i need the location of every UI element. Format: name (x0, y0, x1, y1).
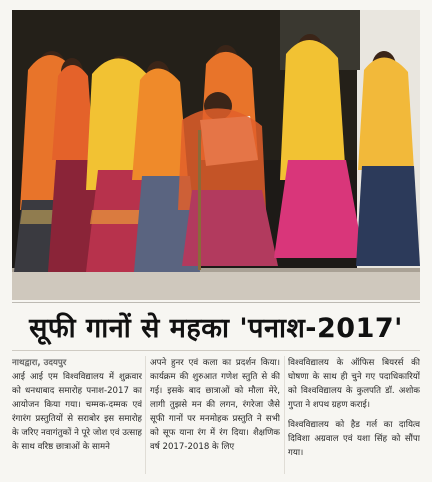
article-paragraph: आई आई एम विश्वविद्यालय में शुक्रवार को धनधाबाद समारोह पनाश-2017 का आयोजन किया गया। चम्मक-दम्मक एवं रंगारंग प्रस्तुतियों से सराबोर इस समारोह के जरिए नवागंतुकों ने पूरे जोश एवं उत्साह के साथ वरिष्ठ छात्राओं के सामने (12, 372, 142, 452)
dancers-illustration (12, 10, 420, 300)
article-column-1 (12, 356, 142, 476)
article-column-2 (150, 356, 280, 476)
column-divider (284, 356, 285, 474)
article-paragraph: विश्वविद्यालय को हैड गर्ल का दायित्व दिविशा अग्रवाल एवं यशा सिंह को सौंपा गया। (288, 420, 420, 458)
dateline: नाथद्वारा, उदयपुर (12, 358, 67, 368)
divider (12, 350, 420, 351)
headline: सूफी गानों से महका 'पनाश-2017' (29, 312, 403, 344)
article-column-3 (288, 356, 420, 476)
article-photo (12, 10, 420, 300)
column-divider (145, 356, 146, 474)
article-paragraph: अपने हुनर एवं कला का प्रदर्शन किया। कार्यक्रम की शुरुआत गणेश स्तुति से की गई। इसके बाद छात्राओं को मौला मेरे, लागी तुझसे मन की लगन, रंगरेजा जैसे सूफी गानों पर मनमोहक प्रस्तुति ने सभी को सूफ याना रंग में रंग दिया। शैक्षणिक वर्ष 2017-2018 के लिए (150, 358, 280, 452)
article-paragraph: विश्वविद्यालय के ऑफिस बियरर्स की घोषणा के साथ ही चुने गए पदाधिकारियों को विश्वविद्यालय के कुलपति डॉ. अशोक गुप्ता ने शपथ ग्रहण कराई। (288, 358, 420, 410)
divider (12, 302, 420, 303)
